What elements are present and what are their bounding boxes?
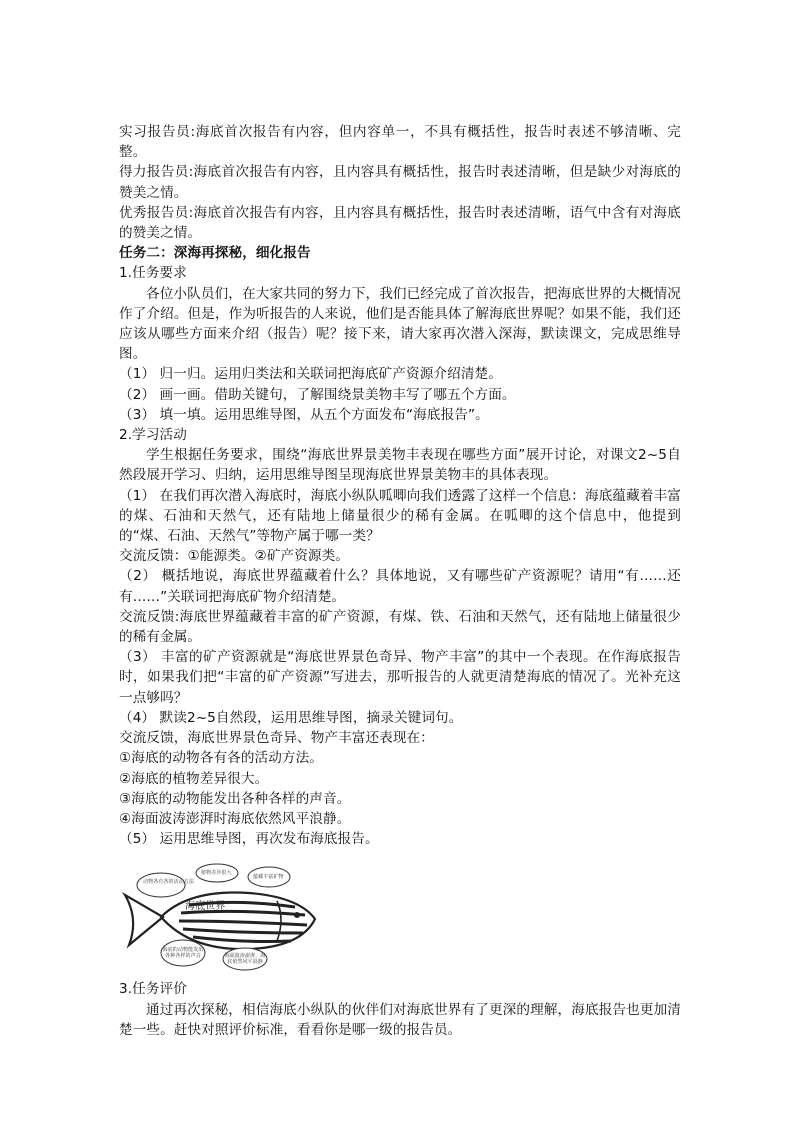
activity-feedback-1: 交流反馈：①能源类。②矿产资源类。 xyxy=(119,548,349,565)
evaluation-body: 通过再次探秘，相信海底小纵队的伙伴们对海底世界有了更深的理解，海底报告也更加清楚一些。赶快对照评价标准，看看你是哪一级的报告员。 xyxy=(119,1001,681,1038)
list-item-1: ①海底的动物各有各的活动方法。 xyxy=(119,750,323,767)
activity-feedback-4: 交流反馈，海底世界景色奇异、物产丰富还表现在： xyxy=(119,730,434,747)
activity-question-5: （5） 运用思维导图，再次发布海底报告。 xyxy=(119,831,379,848)
task-requirement-body: 各位小队员们，在大家共同的努力下，我们已经完成了首次报告，把海底世界的大概情况作了介绍。但是，作为听报告的人来说，他们是否能具体了解海底世界呢？如果不能，我们还应该从哪些方面来介绍（报告）呢？接下来，请大家再次潜入深海，默读课文，完成思维导图。 xyxy=(119,285,681,363)
mindmap-node-calm: 海面波涛澎湃，海底依然风平浪静 xyxy=(224,953,266,966)
mindmap-center-label: 海底世界 xyxy=(185,901,226,913)
task2-heading: 任务二：深海再探秘，细化报告 xyxy=(119,245,311,262)
evaluation-heading: 3.任务评价 xyxy=(119,981,187,998)
activity-body: 学生根据任务要求，围绕“海底世界景美物丰表现在哪些方面”展开讨论，对课文2~5自然段展开学习、归纳，运用思维导图呈现海底世界景美物丰的具体表现。 xyxy=(119,447,681,484)
list-item-3: ③海底的动物能发出各种各样的声音。 xyxy=(119,790,351,807)
rating-excellent: 优秀报告员:海底首次报告有内容，且内容具有概括性，报告时表述清晰，语气中含有对海底的赞美之情。 xyxy=(119,204,681,242)
task-requirement-heading: 1.任务要求 xyxy=(119,265,187,282)
activity-question-4: （4） 默读2~5自然段，运用思维导图，摘录关键词句。 xyxy=(119,709,463,726)
activity-question-3: （3） 丰富的矿产资源就是“海底世界景色奇异、物产丰富”的其中一个表现。在作海底报告时，如果我们把“丰富的矿产资源”写进去，那听报告的人就更清楚海底的情况了。光补充这一点够吗？ xyxy=(119,649,681,706)
fish-mindmap-figure xyxy=(119,855,319,975)
requirement-item-1: （1） 归一归。运用归类法和关联词把海底矿产资源介绍清楚。 xyxy=(119,366,502,383)
rating-capable: 得力报告员:海底首次报告有内容，且内容具有概括性，报告时表述清晰，但是缺少对海底的赞美之情。 xyxy=(119,164,681,201)
activity-heading: 2.学习活动 xyxy=(119,427,187,444)
activity-feedback-2: 交流反馈:海底世界蕴藏着丰富的矿产资源，有煤、铁、石油和天然气，还有陆地上储量很少的稀有金属。 xyxy=(119,608,681,646)
mindmap-node-plants: 植物差异很大 xyxy=(201,870,232,877)
mindmap-node-animals-move: 动物各有各的活动方法 xyxy=(143,879,195,886)
requirement-item-3: （3） 填一填。运用思维导图，从五个方面发布“海底报告”。 xyxy=(119,406,489,423)
rating-intern: 实习报告员:海底首次报告有内容，但内容单一，不具有概括性，报告时表述不够清晰、完整。 xyxy=(119,124,681,161)
activity-question-1: （1） 在我们再次潜入海底时，海底小纵队呱唧向我们透露了这样一个信息：海底蕴藏着丰富的煤、石油和天然气，还有陆地上储量很少的稀有金属。在呱唧的这个信息中，他提到的“煤、石油、天然气”等物产属于哪一类？ xyxy=(119,487,681,545)
activity-question-2: （2） 概括地说，海底世界蕴藏着什么？具体地说，又有哪些矿产资源呢？请用“有……还有……”关联词把海底矿物介绍清楚。 xyxy=(119,568,681,605)
mindmap-node-minerals: 蕴藏丰富矿物 xyxy=(253,874,284,881)
requirement-item-2: （2） 画一画。借助关键句，了解围绕景美物丰写了哪五个方面。 xyxy=(119,386,516,403)
mindmap-node-sounds: 海底的动物能发出各种各样的声音 xyxy=(162,947,204,960)
list-item-4: ④海面波涛澎湃时海底依然风平浪静。 xyxy=(119,810,351,827)
list-item-2: ②海底的植物差异很大。 xyxy=(119,770,269,787)
document-body xyxy=(119,122,681,1040)
